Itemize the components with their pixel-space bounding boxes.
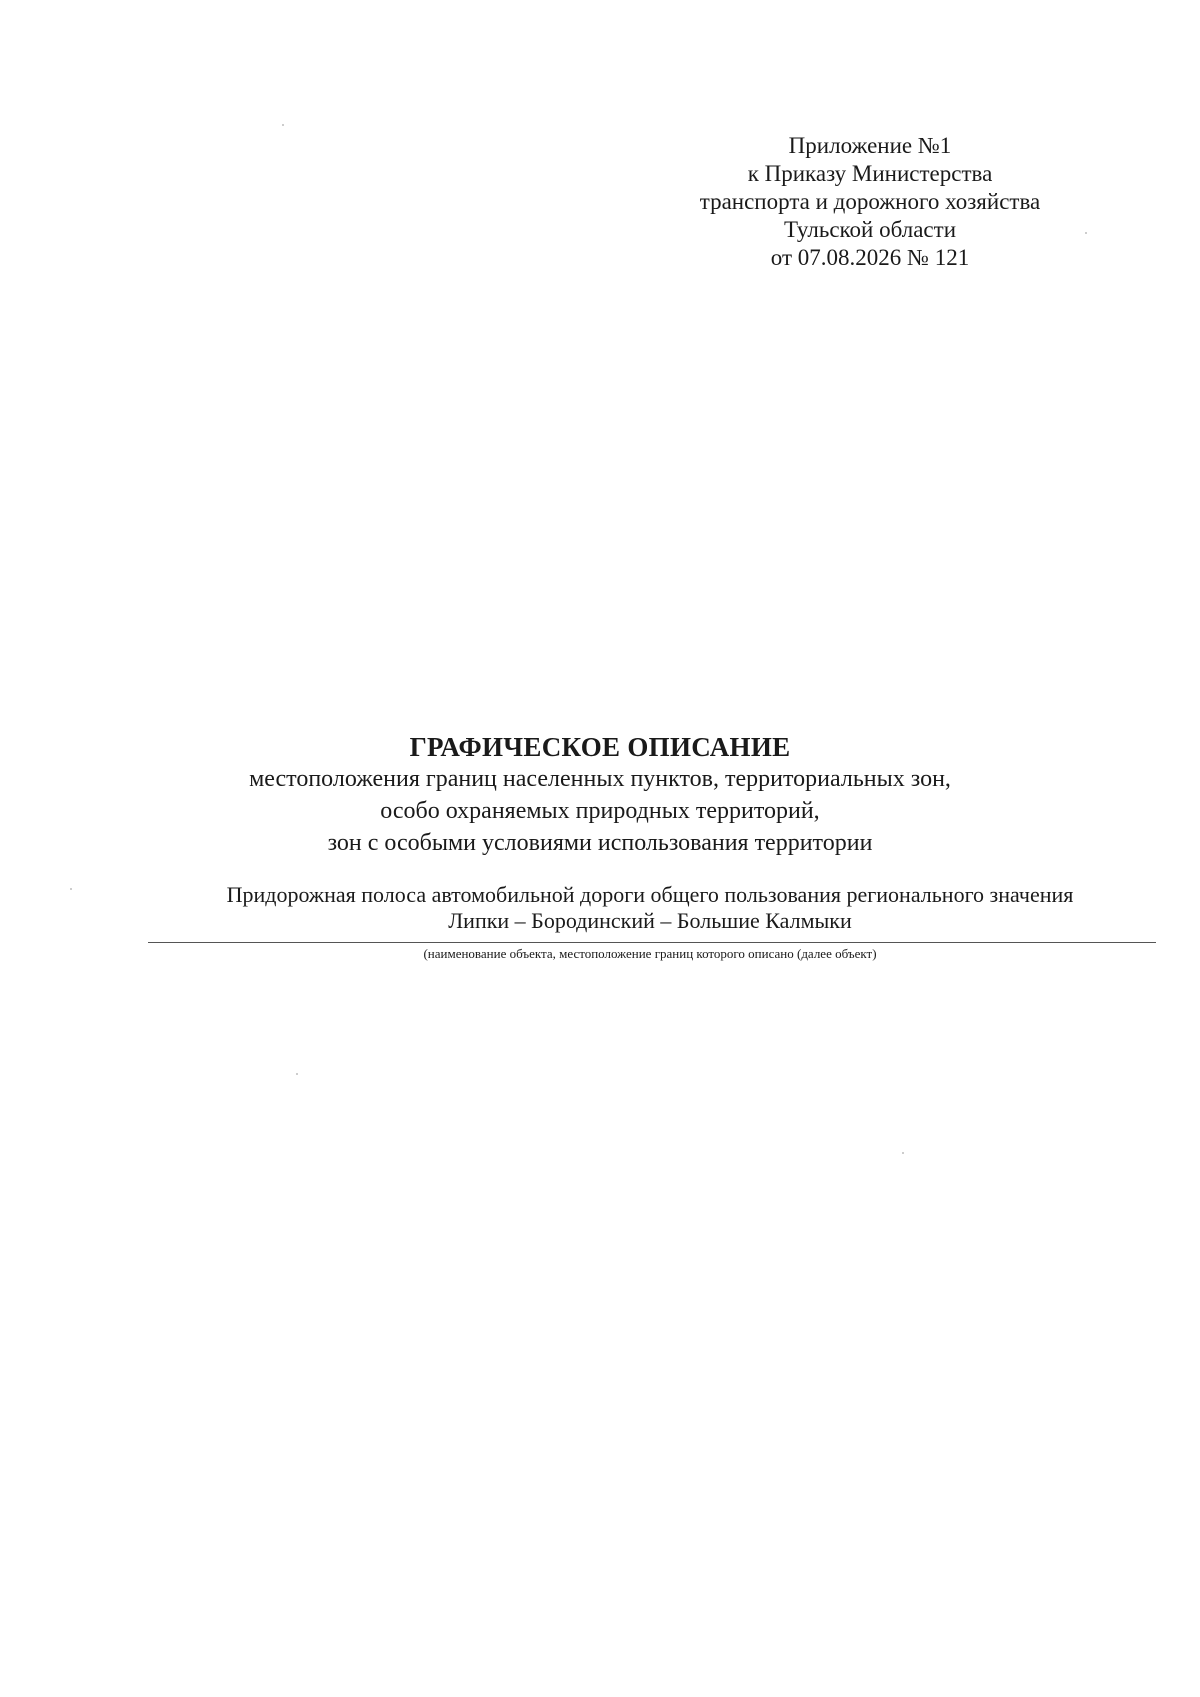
document-subtitle-line-1: местоположения границ населенных пунктов, территориальных зон, [249, 766, 951, 792]
object-caption: (наименование объекта, местоположение границ которого описано (далее объект) [423, 946, 877, 961]
object-name-line-1: Придорожная полоса автомобильной дороги общего пользования регионального значения [226, 882, 1074, 907]
scan-speck [296, 1073, 298, 1075]
scan-speck [282, 124, 284, 126]
scan-speck [1085, 232, 1087, 234]
scan-speck [902, 1152, 904, 1154]
appendix-order-reference: к Приказу Министерства [747, 161, 993, 186]
object-underline [148, 942, 1156, 943]
appendix-ministry-name: транспорта и дорожного хозяйства [699, 189, 1041, 214]
object-name-block [140, 882, 1160, 934]
appendix-order-date: от 07.08.2026 № 121 [770, 245, 970, 270]
scan-speck [70, 888, 72, 890]
document-title: ГРАФИЧЕСКОЕ ОПИСАНИЕ [409, 732, 791, 762]
appendix-header [650, 132, 1090, 272]
appendix-number: Приложение №1 [788, 133, 952, 158]
appendix-region: Тульской области [783, 217, 957, 242]
document-subtitle-line-3: зон с особыми условиями использования территории [327, 830, 873, 856]
document-subtitle-line-2: особо охраняемых природных территорий, [380, 798, 820, 824]
object-name-line-2: Липки – Бородинский – Большие Калмыки [448, 908, 852, 933]
document-title-block [100, 731, 1100, 859]
